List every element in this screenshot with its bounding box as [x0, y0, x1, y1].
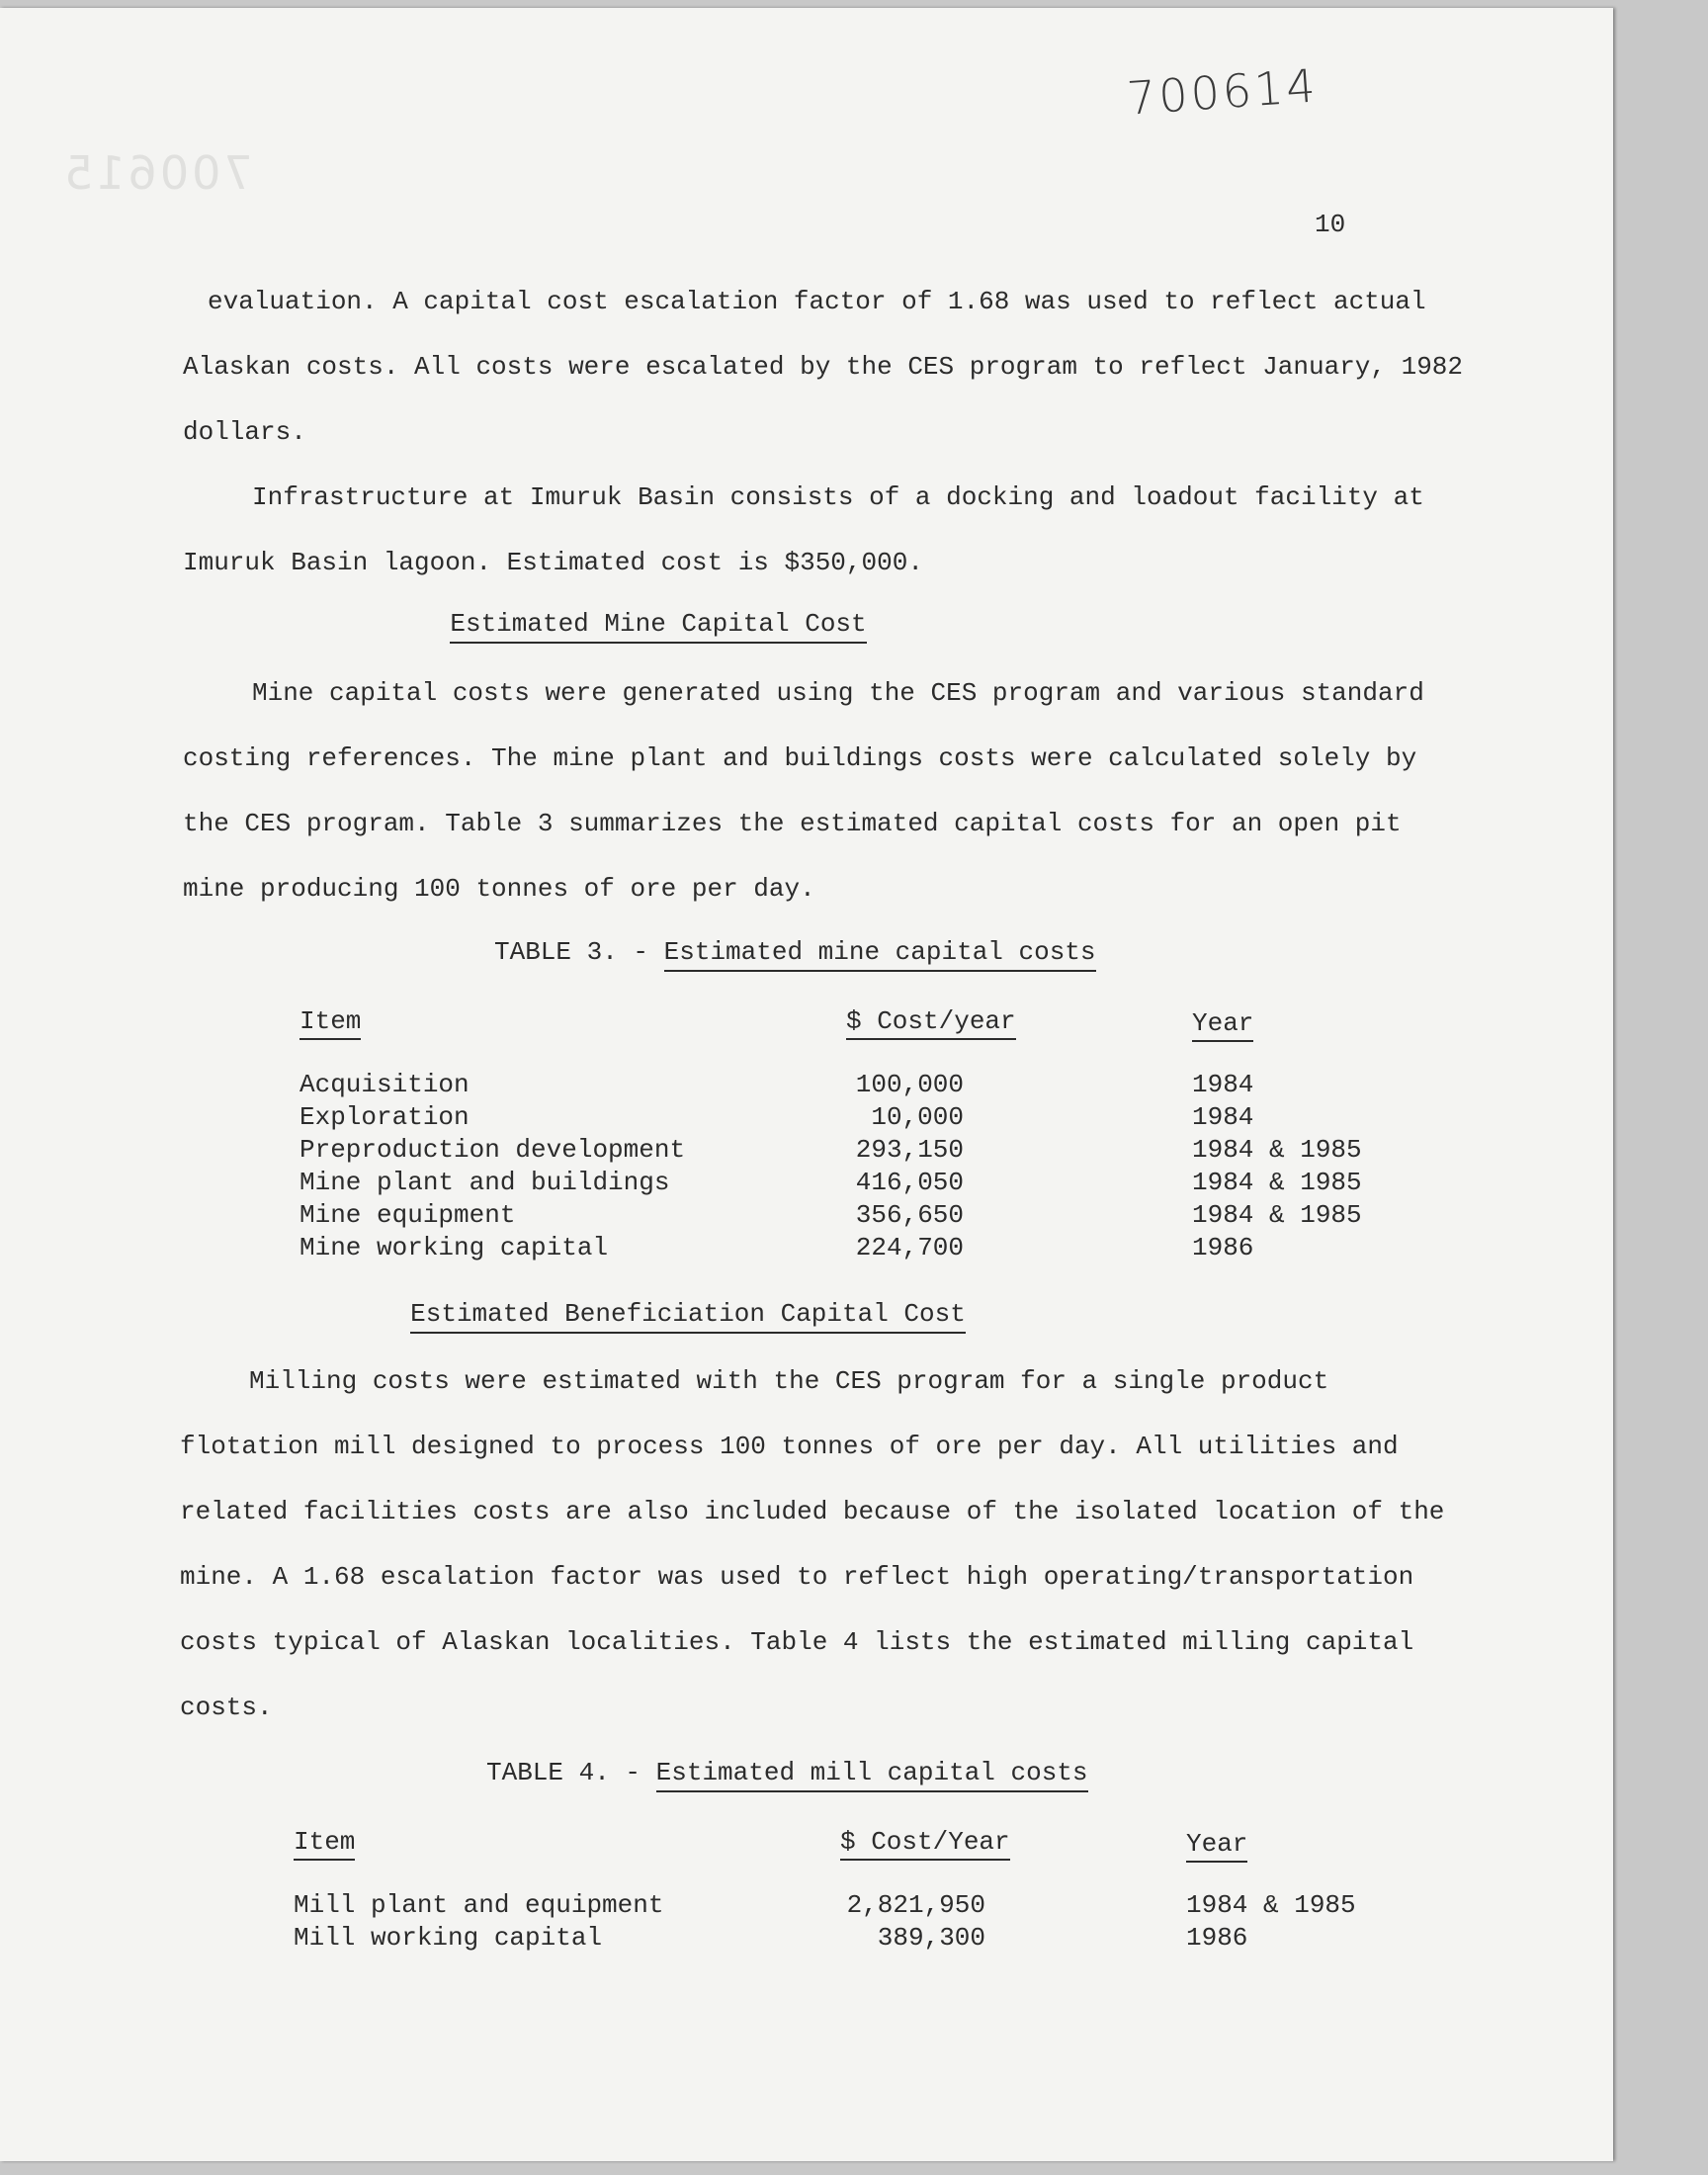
cell-item: Mine equipment: [299, 1200, 516, 1230]
paragraph-infrastructure: Infrastructure at Imuruk Basin consists of a docking and loadout facility at Imuruk Basin lagoon. Estimated cost is $350,000.: [183, 482, 1424, 577]
document-page: [0, 8, 1613, 2161]
cell-year: 1984 & 1985: [1192, 1200, 1362, 1230]
cell-cost: 2,821,950: [846, 1890, 985, 1920]
section-heading-mine-capital-cost: [0, 609, 1465, 639]
cell-year: 1986: [1186, 1923, 1248, 1953]
table-row: [294, 1890, 1381, 1923]
table-4-caption: [486, 1758, 1088, 1787]
table-row: [299, 1168, 1387, 1200]
cell-item: Mill working capital: [294, 1923, 603, 1953]
paragraph-mine-capital: Mine capital costs were generated using the CES program and various standard costing references. The mine plant and buildings costs were calculated solely by the CES program. Table 3 summarizes the estimated capital costs for an open pit mine producing 100 tonnes of ore per day.: [183, 678, 1424, 904]
cell-item: Mine working capital: [299, 1233, 609, 1262]
table-3-header-item: Item: [299, 1006, 361, 1040]
cell-cost: 416,050: [855, 1168, 964, 1197]
paragraph-milling-costs: Milling costs were estimated with the CES program for a single product flotation mill designed to process 100 tonnes of ore per day. All utilities and related facilities costs are also included because of the isolated location of the mine. A 1.68 escalation factor was used to reflect high operating/transportation costs typical of Alaskan localities. Table 4 lists the estimated milling capital costs.: [180, 1366, 1445, 1722]
cell-cost: 389,300: [877, 1923, 985, 1953]
table-4-header-item: Item: [294, 1827, 355, 1861]
cell-cost: 224,700: [855, 1233, 964, 1262]
section-heading-beneficiation-capital-cost: [0, 1299, 1494, 1329]
cell-year: 1984 & 1985: [1192, 1135, 1362, 1165]
table-4-caption-title: Estimated mill capital costs: [656, 1758, 1088, 1792]
table-4-caption-prefix: TABLE 4. -: [486, 1758, 656, 1787]
cell-year: 1984 & 1985: [1186, 1890, 1356, 1920]
table-row: [299, 1070, 1387, 1102]
cell-cost: 100,000: [855, 1070, 964, 1099]
document-stamp-number: 700614: [1125, 58, 1321, 126]
table-row: [299, 1102, 1387, 1135]
cell-year: 1984: [1192, 1102, 1254, 1132]
cell-cost: 356,650: [855, 1200, 964, 1230]
cell-item: Preproduction development: [299, 1135, 686, 1165]
cell-year: 1986: [1192, 1233, 1254, 1262]
table-4-header-cost: $ Cost/Year: [840, 1827, 1010, 1861]
table-3-caption-title: Estimated mine capital costs: [664, 937, 1096, 972]
bleed-through-stamp: 700615: [61, 146, 253, 200]
paragraph-escalation: evaluation. A capital cost escalation factor of 1.68 was used to reflect actual Alaskan costs. All costs were escalated by the CES program to reflect January, 1982 dollars.: [183, 287, 1464, 447]
table-row: [299, 1233, 1387, 1265]
cell-item: Acquisition: [299, 1070, 470, 1099]
table-row: [299, 1200, 1387, 1233]
cell-year: 1984 & 1985: [1192, 1168, 1362, 1197]
table-3-header-year: Year: [1192, 1008, 1253, 1042]
table-3-caption-prefix: TABLE 3. -: [494, 937, 664, 967]
section-heading-text: Estimated Beneficiation Capital Cost: [410, 1299, 966, 1334]
page-number: 10: [1315, 210, 1346, 239]
table-row: [299, 1135, 1387, 1168]
table-3-header-cost: $ Cost/year: [846, 1006, 1016, 1040]
section-heading-text: Estimated Mine Capital Cost: [450, 609, 866, 644]
cell-item: Mill plant and equipment: [294, 1890, 664, 1920]
table-row: [294, 1923, 1381, 1956]
cell-cost: 293,150: [855, 1135, 964, 1165]
cell-year: 1984: [1192, 1070, 1254, 1099]
cell-item: Mine plant and buildings: [299, 1168, 670, 1197]
cell-cost: 10,000: [871, 1102, 964, 1132]
table-4-header-year: Year: [1186, 1829, 1247, 1863]
table-3-caption: [494, 937, 1096, 967]
cell-item: Exploration: [299, 1102, 470, 1132]
